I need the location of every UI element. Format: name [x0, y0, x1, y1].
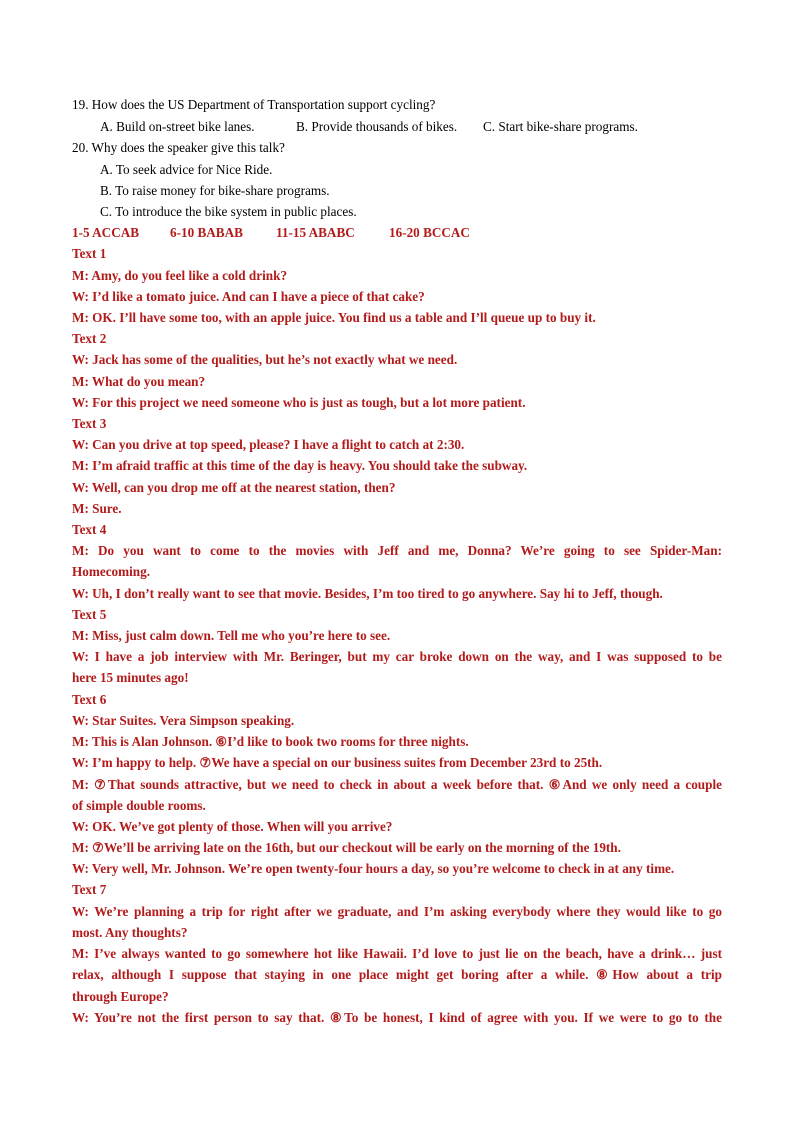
text-7-line-3: W: You’re not the first person to say that. ⑧To be honest, I kind of agree with you. If we were to go to the [72, 1010, 722, 1025]
text-5-line-2b: here 15 minutes ago! [72, 670, 189, 685]
text-6-line-2: M: This is Alan Johnson. ⑥I’d like to book two rooms for three nights. [72, 734, 469, 749]
text-1-line-1: M: Amy, do you feel like a cold drink? [72, 268, 288, 283]
question-19-option-c: C. Start bike-share programs. [483, 119, 638, 134]
text-3-line-2: M: I’m afraid traffic at this time of the day is heavy. You should take the subway. [72, 458, 528, 473]
text-6-line-6: M: ⑦We’ll be arriving late on the 16th, but our checkout will be early on the morning of the 19th. [72, 840, 621, 855]
question-20: 20. Why does the speaker give this talk? [72, 140, 285, 155]
text-1-line-3: M: OK. I’ll have some too, with an apple juice. You find us a table and I’ll queue up to buy it. [72, 310, 596, 325]
question-20-option-b: B. To raise money for bike-share programs. [100, 183, 330, 198]
answer-key-11-15: 11-15 ABABC [276, 225, 355, 240]
question-19-option-b: B. Provide thousands of bikes. [296, 119, 458, 134]
text-5-heading: Text 5 [72, 607, 107, 622]
text-2-heading: Text 2 [72, 331, 107, 346]
text-1-line-2: W: I’d like a tomato juice. And can I have a piece of that cake? [72, 289, 425, 304]
text-2-line-2: M: What do you mean? [72, 374, 206, 389]
text-5-line-1: M: Miss, just calm down. Tell me who you’re here to see. [72, 628, 391, 643]
question-20-option-c: C. To introduce the bike system in public places. [100, 204, 357, 219]
text-7-heading: Text 7 [72, 882, 107, 897]
text-4-line-1a: M: Do you want to come to the movies with Jeff and me, Donna? We’re going to see Spider-Man: [72, 543, 722, 558]
text-2-line-3: W: For this project we need someone who is just as tough, but a lot more patient. [72, 395, 526, 410]
text-6-line-7: W: Very well, Mr. Johnson. We’re open twenty-four hours a day, so you’re welcome to check in at any time. [72, 861, 675, 876]
text-7-line-1b: most. Any thoughts? [72, 925, 188, 940]
text-4-heading: Text 4 [72, 522, 107, 537]
question-19: 19. How does the US Department of Transportation support cycling? [72, 97, 436, 112]
text-3-heading: Text 3 [72, 416, 107, 431]
text-4-line-2: W: Uh, I don’t really want to see that movie. Besides, I’m too tired to go anywhere. Say hi to Jeff, though. [72, 586, 663, 601]
text-2-line-1: W: Jack has some of the qualities, but he’s not exactly what we need. [72, 352, 458, 367]
text-3-line-3: W: Well, can you drop me off at the nearest station, then? [72, 480, 396, 495]
text-6-line-5: W: OK. We’ve got plenty of those. When will you arrive? [72, 819, 393, 834]
answer-key-6-10: 6-10 BABAB [170, 225, 243, 240]
text-6-line-1: W: Star Suites. Vera Simpson speaking. [72, 713, 295, 728]
question-19-option-a: A. Build on-street bike lanes. [100, 119, 255, 134]
text-7-line-2c: through Europe? [72, 989, 169, 1004]
text-1-heading: Text 1 [72, 246, 107, 261]
text-7-line-2a: M: I’ve always wanted to go somewhere hot like Hawaii. I’d love to just lie on the beach, have a drink… just [72, 946, 722, 961]
text-7-line-1a: W: We’re planning a trip for right after we graduate, and I’m asking everybody where they would like to go [72, 904, 722, 919]
text-4-line-1b: Homecoming. [72, 564, 151, 579]
text-3-line-1: W: Can you drive at top speed, please? I have a flight to catch at 2:30. [72, 437, 465, 452]
text-6-heading: Text 6 [72, 692, 107, 707]
answer-key-16-20: 16-20 BCCAC [389, 225, 470, 240]
answer-key-1-5: 1-5 ACCAB [72, 225, 140, 240]
text-6-line-3: W: I’m happy to help. ⑦We have a special on our business suites from December 23rd to 25th. [72, 755, 603, 770]
text-5-line-2a: W: I have a job interview with Mr. Beringer, but my car broke down on the way, and I was supposed to be [72, 649, 722, 664]
text-6-line-4a: M: ⑦That sounds attractive, but we need to check in about a week before that. ⑥And we only need a couple [72, 777, 722, 792]
question-20-option-a: A. To seek advice for Nice Ride. [100, 162, 273, 177]
text-7-line-2b: relax, although I suppose that staying in one place might get boring after a while. ⑧How about a trip [72, 967, 722, 982]
text-3-line-4: M: Sure. [72, 501, 122, 516]
text-6-line-4b: of simple double rooms. [72, 798, 206, 813]
